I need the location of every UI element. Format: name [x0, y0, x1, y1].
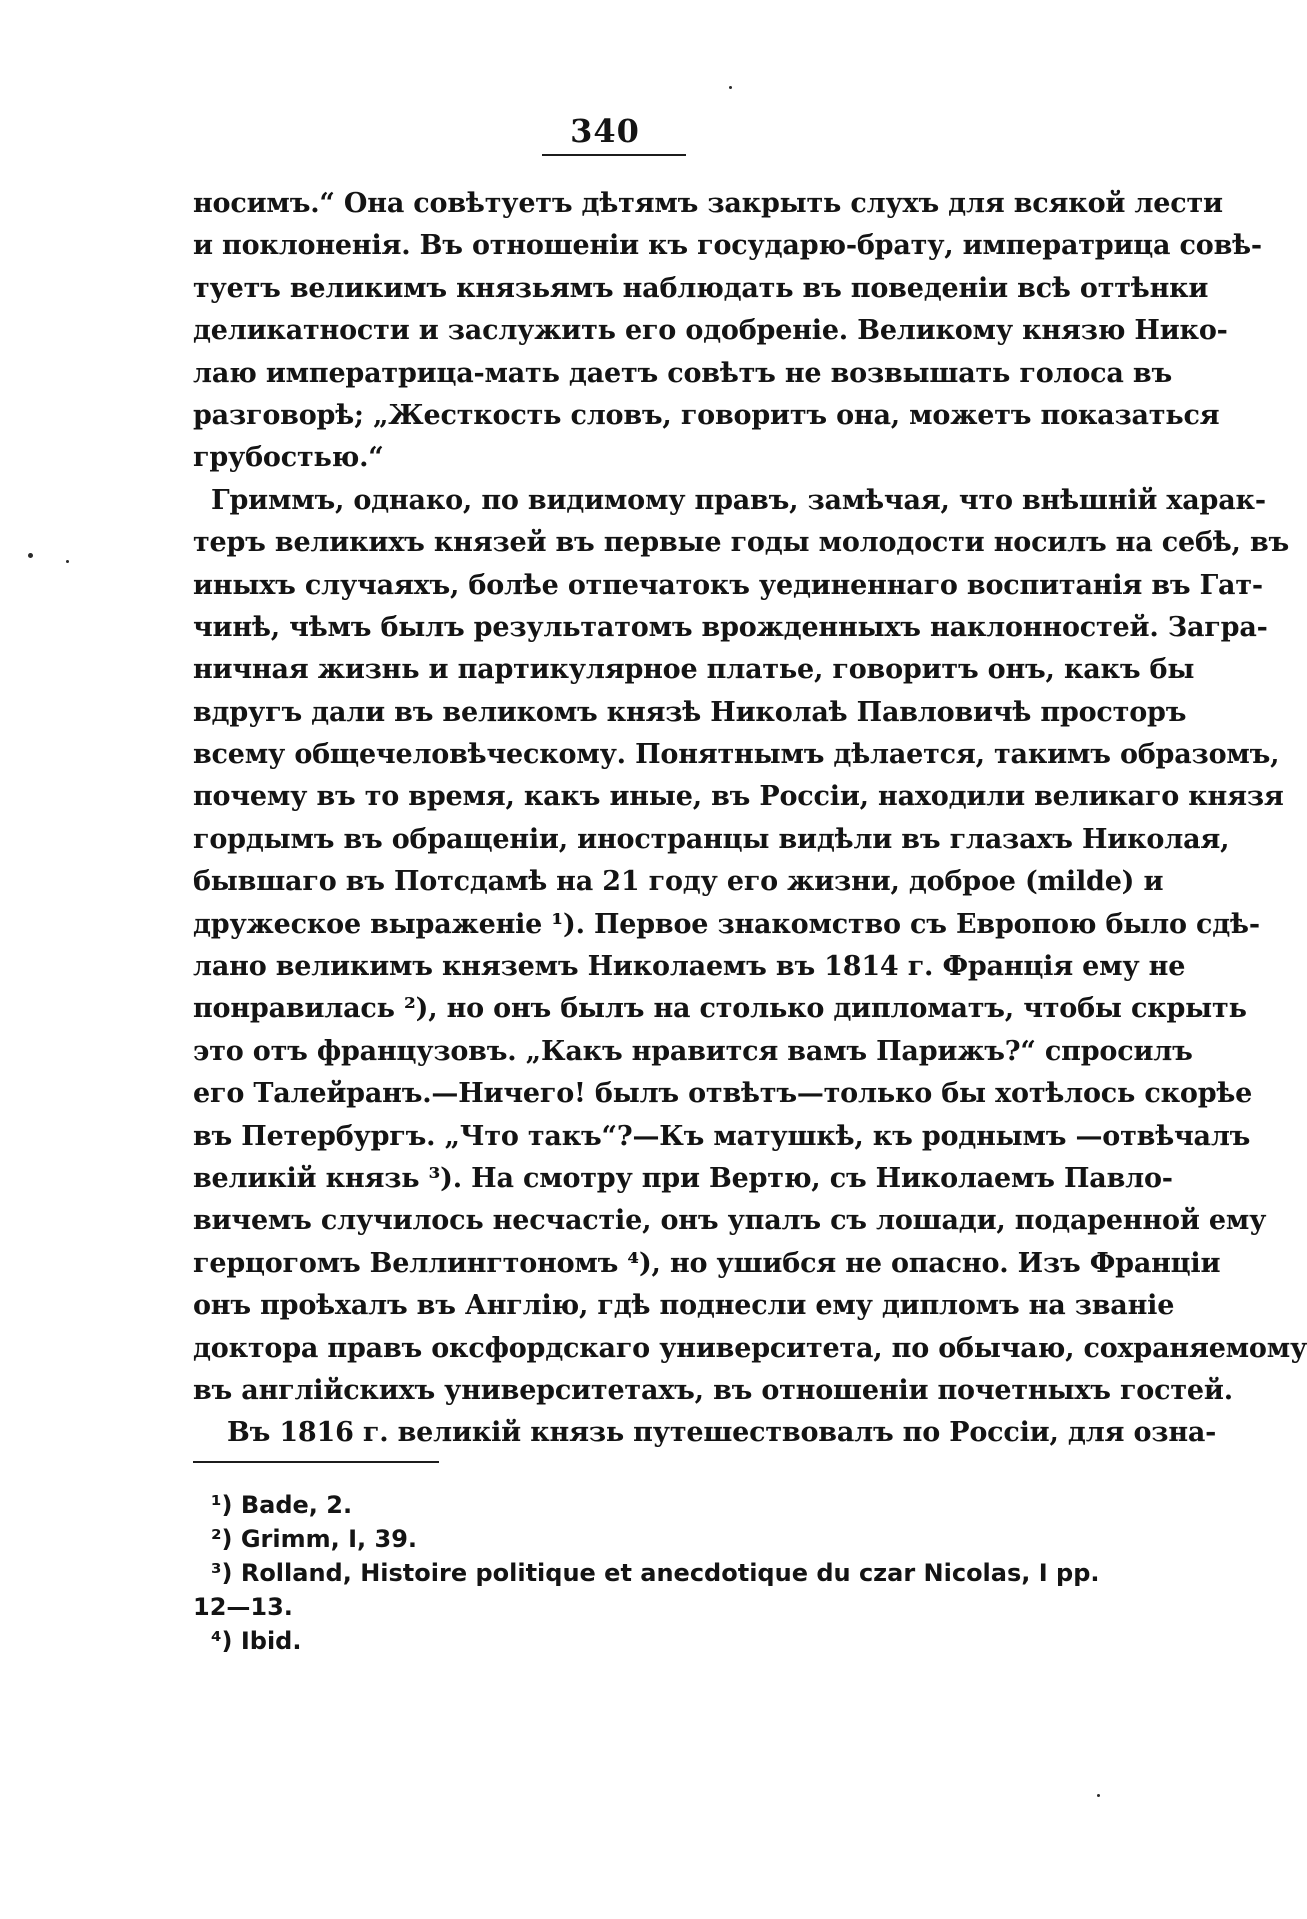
body-line: гордымъ въ обращеніи, иностранцы видѣли въ глазахъ Николая,: [193, 823, 1230, 855]
body-line: бывшаго въ Потсдамѣ на 21 году его жизни, доброе (milde) и: [193, 866, 1164, 898]
footnotes: [193, 1488, 1100, 1658]
body-line: дружеское выраженіе ¹). Первое знакомство съ Европою было сдѣ-: [193, 908, 1260, 940]
print-speck: [729, 86, 732, 89]
body-line: иныхъ случаяхъ, болѣе отпечатокъ уединеннаго воспитанія въ Гат-: [193, 569, 1263, 601]
body-line: въ англійскихъ университетахъ, въ отношеніи почетныхъ гостей.: [193, 1374, 1233, 1406]
footnote: ⁴) Ibid.: [211, 1627, 302, 1655]
body-line: деликатности и заслужить его одобреніе. Великому князю Нико-: [193, 315, 1228, 347]
body-line: онъ проѣхалъ въ Англію, гдѣ поднесли ему дипломъ на званіе: [193, 1290, 1175, 1322]
body-line: почему въ то время, какъ иные, въ Россіи, находили великаго князя: [193, 781, 1284, 813]
print-speck: [1097, 1794, 1100, 1797]
body-line: теръ великихъ князей въ первые годы молодости носилъ на себѣ, въ: [193, 527, 1290, 559]
body-line: грубостью.“: [193, 442, 384, 474]
body-line: разговорѣ; „Жесткость словъ, говоритъ она, можетъ показаться: [193, 399, 1220, 431]
body-line: понравилась ²), но онъ былъ на столько дипломатъ, чтобы скрыть: [193, 993, 1247, 1025]
body-line: носимъ.“ Она совѣтуетъ дѣтямъ закрыть слухъ для всякой лести: [193, 188, 1223, 219]
body-line: лаю императрица-мать даетъ совѣтъ не возвышать голоса въ: [193, 357, 1172, 389]
print-speck: [66, 560, 69, 563]
footnote-continuation: 12—13.: [193, 1593, 293, 1621]
footnote-rule: [193, 1461, 439, 1463]
page-number-rule: [542, 154, 686, 156]
body-line: ничная жизнь и партикулярное платье, говоритъ онъ, какъ бы: [193, 654, 1195, 686]
body-line: герцогомъ Веллингтономъ ⁴), но ушибся не опасно. Изъ Франціи: [193, 1247, 1221, 1279]
body-line: великій князь ³). На смотру при Вертю, съ Николаемъ Павло-: [193, 1162, 1173, 1194]
body-line: доктора правъ оксфордскаго университета, по обычаю, сохраняемому: [193, 1332, 1307, 1364]
print-speck: [28, 553, 33, 558]
body-line: его Талейранъ.—Ничего! былъ отвѣтъ—только бы хотѣлось скорѣе: [193, 1078, 1253, 1110]
footnote: ²) Grimm, I, 39.: [211, 1525, 418, 1553]
body-line: Въ 1816 г. великій князь путешествовалъ по Россіи, для озна-: [227, 1417, 1217, 1449]
body-line: вичемъ случилось несчастіе, онъ упалъ съ лошади, подаренной ему: [193, 1205, 1267, 1237]
body-text: [193, 183, 1307, 1455]
body-line: туетъ великимъ князьямъ наблюдать въ поведеніи всѣ оттѣнки: [193, 272, 1209, 304]
footnote: ³) Rolland, Histoire politique et anecdotique du czar Nicolas, I pp.: [211, 1559, 1100, 1587]
body-line: и поклоненія. Въ отношеніи къ государю-брату, императрица совѣ-: [193, 230, 1262, 262]
body-line: въ Петербургъ. „Что такъ“?—Къ матушкѣ, къ роднымъ —отвѣчалъ: [193, 1120, 1251, 1152]
page-number: 340: [570, 112, 640, 150]
body-line: Гриммъ, однако, по видимому правъ, замѣчая, что внѣшній харак-: [211, 484, 1266, 516]
body-line: вдругъ дали въ великомъ князѣ Николаѣ Павловичѣ просторъ: [193, 696, 1187, 728]
body-line: это отъ французовъ. „Какъ нравится вамъ Парижъ?“ спросилъ: [193, 1035, 1193, 1067]
footnote: ¹) Bade, 2.: [211, 1491, 353, 1519]
body-line: лано великимъ княземъ Николаемъ въ 1814 г. Франція ему не: [193, 951, 1186, 983]
body-line: всему общечеловѣческому. Понятнымъ дѣлается, такимъ образомъ,: [193, 739, 1280, 771]
body-line: чинѣ, чѣмъ былъ результатомъ врожденныхъ наклонностей. Загра-: [193, 611, 1268, 643]
